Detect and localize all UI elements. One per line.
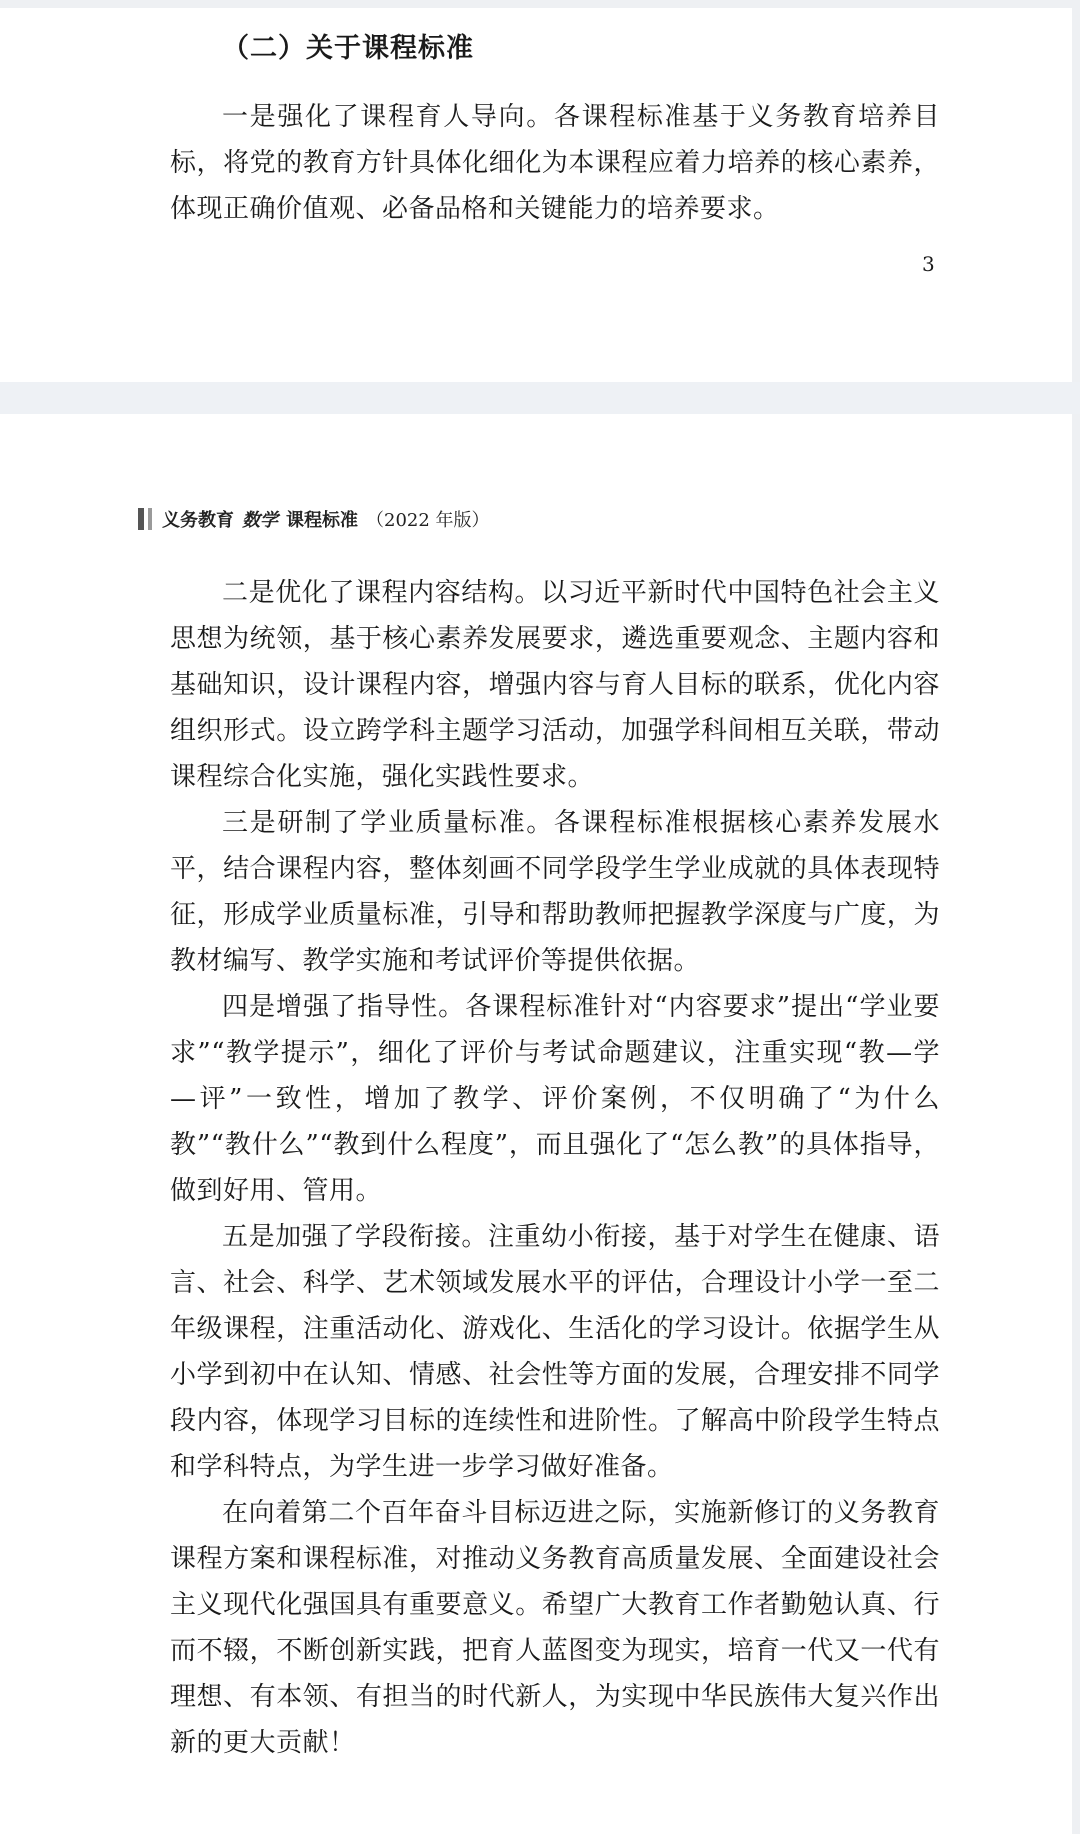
header-edition: （2022 年版） bbox=[366, 510, 490, 531]
paragraph-5: 五是加强了学段衔接。注重幼小衔接，基于对学生在健康、语言、社会、科学、艺术领域发展水平的评估，合理设计小学一至二年级课程，注重活动化、游戏化、生活化的学习设计。依据学生从小学到初中在认知、情感、社会性等方面的发展，合理安排不同学段内容，体现学习目标的连续性和进阶性。了解高中阶段学生特点和学科特点，为学生进一步学习做好准备。 bbox=[170, 1222, 940, 1482]
document-page-2 bbox=[0, 414, 1072, 1834]
header-series: 义务教育 bbox=[162, 510, 234, 531]
document-page-1 bbox=[0, 8, 1072, 382]
paragraph-4: 四是增强了指导性。各课程标准针对“内容要求”提出“学业要求”“教学提示”，细化了评价与考试命题建议，注重实现“教—学—评”一致性，增加了教学、评价案例，不仅明确了“为什么教”“教什么”“教到什么程度”，而且强化了“怎么教”的具体指导，做到好用、管用。 bbox=[170, 992, 940, 1206]
running-header bbox=[138, 506, 498, 532]
right-gutter bbox=[1072, 0, 1080, 1834]
page-separator bbox=[0, 382, 1080, 414]
header-subject: 数学 bbox=[242, 510, 278, 531]
header-title: 课程标准 bbox=[286, 510, 358, 531]
paragraph-2: 二是优化了课程内容结构。以习近平新时代中国特色社会主义思想为统领，基于核心素养发展要求，遴选重要观念、主题内容和基础知识，设计课程内容，增强内容与育人目标的联系，优化内容组织形式。设立跨学科主题学习活动，加强学科间相互关联，带动课程综合化实施，强化实践性要求。 bbox=[170, 578, 940, 792]
header-bar-icon bbox=[138, 508, 144, 530]
body-text bbox=[170, 570, 940, 1766]
paragraph-3: 三是研制了学业质量标准。各课程标准根据核心素养发展水平，结合课程内容，整体刻画不同学段学生学业成就的具体表现特征，形成学业质量标准，引导和帮助教师把握教学深度与广度，为教材编写、教学实施和考试评价等提供依据。 bbox=[170, 808, 940, 976]
header-bar-light-icon bbox=[148, 508, 152, 530]
section-heading: （二）关于课程标准 bbox=[222, 33, 474, 64]
page-number: 3 bbox=[922, 252, 935, 276]
paragraph-1: 一是强化了课程育人导向。各课程标准基于义务教育培养目标，将党的教育方针具体化细化为本课程应着力培养的核心素养，体现正确价值观、必备品格和关键能力的培养要求。 bbox=[170, 102, 940, 224]
top-border bbox=[0, 0, 1080, 8]
paragraph-6: 在向着第二个百年奋斗目标迈进之际，实施新修订的义务教育课程方案和课程标准，对推动义务教育高质量发展、全面建设社会主义现代化强国具有重要意义。希望广大教育工作者勤勉认真、行而不辍，不断创新实践，把育人蓝图变为现实，培育一代又一代有理想、有本领、有担当的时代新人，为实现中华民族伟大复兴作出新的更大贡献！ bbox=[170, 1498, 940, 1758]
